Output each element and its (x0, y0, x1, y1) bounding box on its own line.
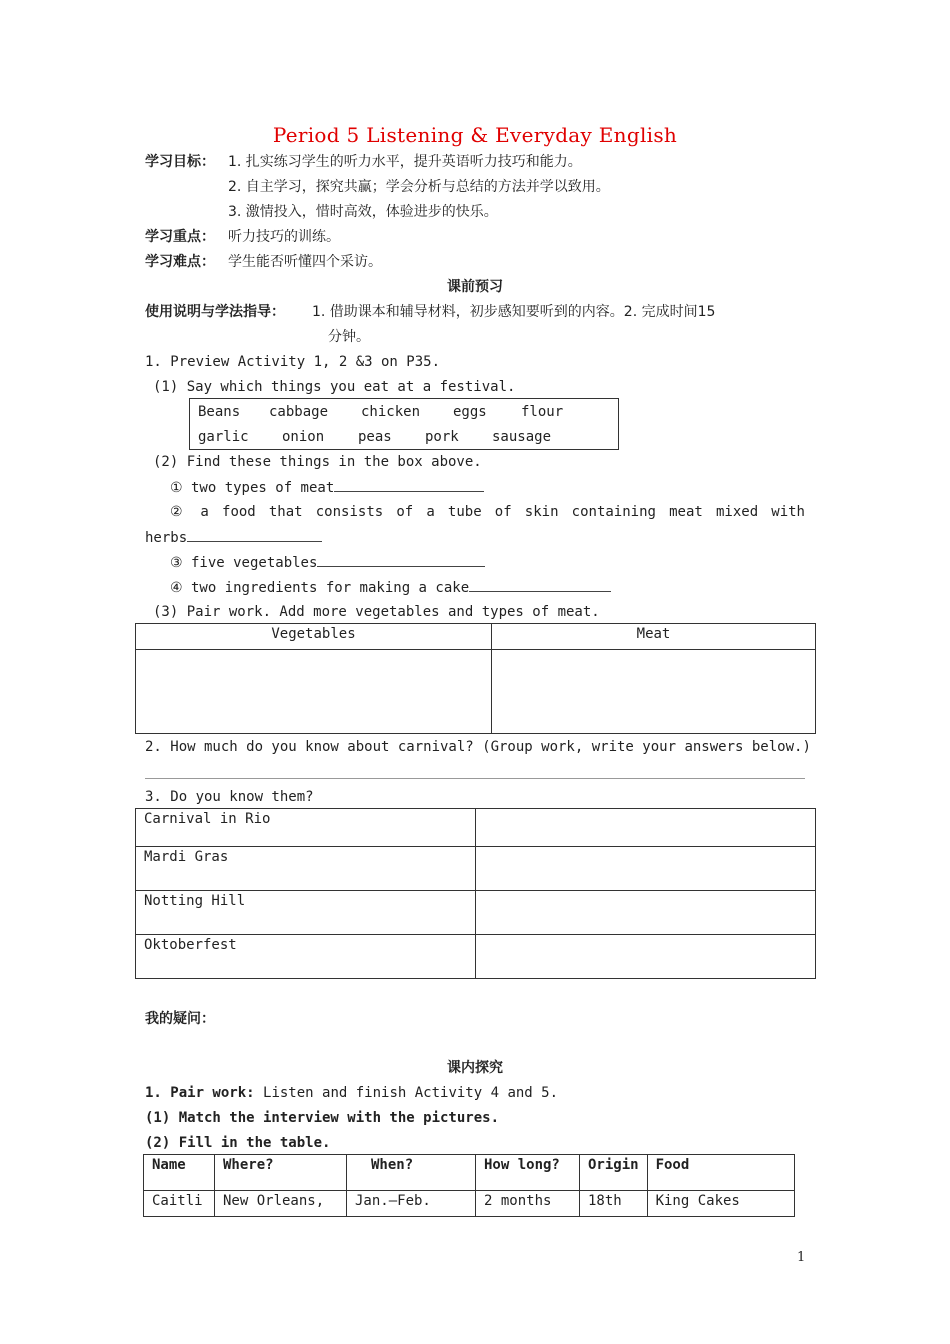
header-when: When? (347, 1155, 476, 1191)
q2-item-2-cont-text: herbs (145, 530, 188, 546)
instructions-line-2: 分钟。 (328, 329, 370, 345)
q2-item-4 (170, 577, 611, 598)
word-chicken: chicken (361, 404, 421, 420)
word-garlic: garlic (198, 429, 249, 445)
preview-heading: 课前预习 (447, 279, 503, 295)
difficulty-text: 学生能否听懂四个采访。 (228, 254, 382, 270)
questions-label: 我的疑问： (145, 1011, 215, 1027)
answer-blank[interactable] (317, 552, 485, 567)
word-flour: flour (521, 404, 564, 420)
pair-work-line (145, 1083, 558, 1103)
word-pork: pork (425, 429, 459, 445)
key-point-label: 学习重点： (145, 229, 215, 245)
header-name: Name (144, 1155, 215, 1191)
word-onion: onion (282, 429, 325, 445)
vegetables-header: Vegetables (136, 624, 492, 650)
sub-task-1: (1) Match the interview with the pictures. (145, 1110, 500, 1126)
inclass-heading: 课内探究 (447, 1060, 503, 1076)
q2-item-3-text: ③ five vegetables (170, 555, 318, 571)
q2-item-3 (170, 552, 485, 573)
page-title: Period 5 Listening & Everyday English (272, 123, 678, 147)
cell-when: Jan.—Feb. (347, 1191, 476, 1217)
pair-work-text: Listen and finish Activity 4 and 5. (263, 1085, 559, 1101)
objective-2: 2. 自主学习，探究共赢；学会分析与总结的方法并学以致用。 (228, 179, 610, 195)
word-eggs: eggs (453, 404, 487, 420)
q2-item-2-cont (145, 527, 322, 548)
q2-item-1 (170, 477, 484, 498)
question-1: (1) Say which things you eat at a festival. (153, 379, 516, 395)
interview-table (143, 1154, 795, 1217)
word-peas: peas (358, 429, 392, 445)
header-where: Where? (215, 1155, 347, 1191)
objective-3: 3. 激情投入，惜时高效，体验进步的快乐。 (228, 204, 498, 220)
word-beans: Beans (198, 404, 241, 420)
preview-item-2: 2. How much do you know about carnival? (Group work, write your answers below.) (145, 739, 811, 755)
cell-name: Caitli (144, 1191, 215, 1217)
sub-task-2: (2) Fill in the table. (145, 1135, 331, 1151)
word-cabbage: cabbage (269, 404, 329, 420)
cell-where: New Orleans, (215, 1191, 347, 1217)
festival-name: Notting Hill (136, 891, 476, 935)
vegetables-answer-cell[interactable] (136, 650, 492, 734)
answer-blank[interactable] (469, 577, 611, 592)
objective-1: 1. 扎实练习学生的听力水平，提升英语听力技巧和能力。 (228, 154, 582, 170)
instructions-line-1: 1. 借助课本和辅导材料，初步感知要听到的内容。2. 完成时间15 (312, 304, 716, 320)
festival-answer-cell[interactable] (476, 891, 816, 935)
festival-name: Carnival in Rio (136, 809, 476, 847)
header-origin: Origin (580, 1155, 648, 1191)
instructions-label: 使用说明与学法指导： (145, 304, 285, 320)
objectives-label: 学习目标： (145, 154, 215, 170)
cell-origin: 18th (580, 1191, 648, 1217)
answer-line[interactable] (145, 778, 805, 779)
q2-item-1-text: ① two types of meat (170, 480, 335, 496)
difficulty-label: 学习难点： (145, 254, 215, 270)
header-how-long: How long? (476, 1155, 580, 1191)
q2-item-2: ② a food that consists of a tube of skin containing meat mixed with (170, 504, 805, 520)
question-2: (2) Find these things in the box above. (153, 454, 482, 470)
veg-meat-table (135, 623, 816, 734)
meat-header: Meat (492, 624, 816, 650)
festival-name: Mardi Gras (136, 847, 476, 891)
cell-how-long: 2 months (476, 1191, 580, 1217)
q2-item-4-text: ④ two ingredients for making a cake (170, 580, 470, 596)
answer-blank[interactable] (187, 527, 322, 542)
page-number: 1 (797, 1250, 806, 1265)
header-food: Food (647, 1155, 794, 1191)
festival-name: Oktoberfest (136, 935, 476, 979)
preview-item-3: 3. Do you know them? (145, 789, 314, 805)
festival-answer-cell[interactable] (476, 809, 816, 847)
key-point-text: 听力技巧的训练。 (228, 229, 340, 245)
pair-work-label: 1. Pair work: (145, 1085, 255, 1101)
answer-blank[interactable] (334, 477, 484, 492)
cell-food: King Cakes (647, 1191, 794, 1217)
word-sausage: sausage (492, 429, 552, 445)
festival-answer-cell[interactable] (476, 935, 816, 979)
question-3: (3) Pair work. Add more vegetables and types of meat. (153, 604, 600, 620)
festivals-table (135, 808, 816, 979)
preview-item-1: 1. Preview Activity 1, 2 &3 on P35. (145, 354, 441, 370)
festival-answer-cell[interactable] (476, 847, 816, 891)
meat-answer-cell[interactable] (492, 650, 816, 734)
